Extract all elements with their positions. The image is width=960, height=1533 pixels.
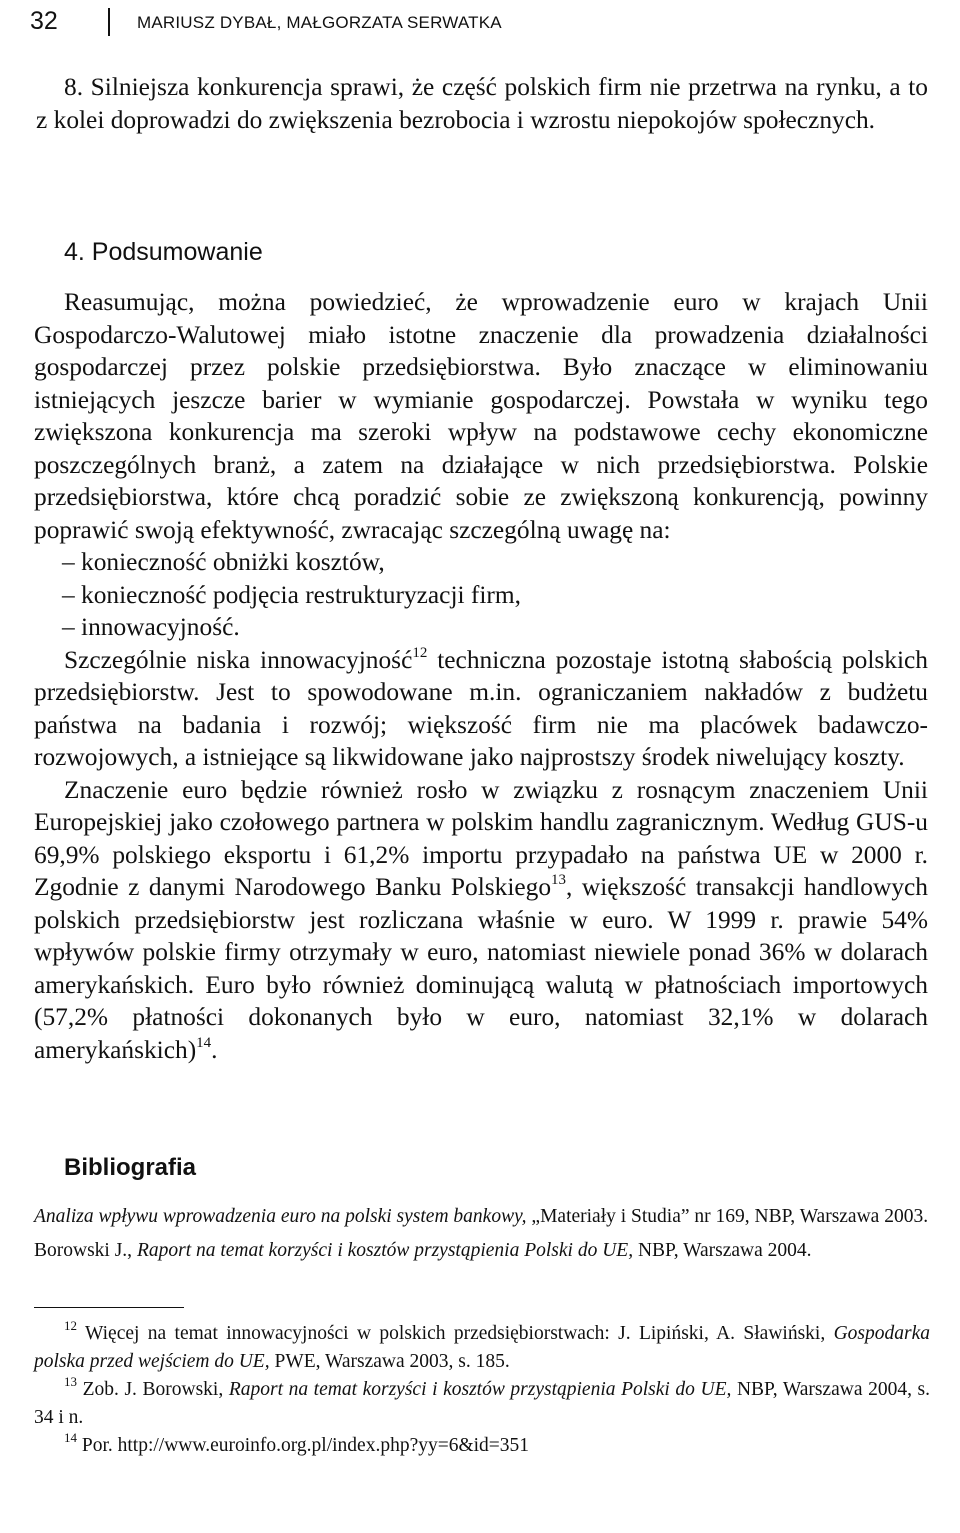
- text-run: .: [211, 1035, 218, 1064]
- bib-author: Borowski J.,: [34, 1240, 137, 1261]
- text-run: Zob. J. Borowski,: [77, 1379, 229, 1400]
- header-divider: [108, 8, 110, 36]
- section-heading: 4. Podsumowanie: [64, 238, 263, 266]
- footnote-14: [34, 1432, 930, 1460]
- running-head-authors: MARIUSZ DYBAŁ, MAŁGORZATA SERWATKA: [137, 13, 502, 32]
- bibliography-list: [34, 1203, 930, 1271]
- text-run: Szczególnie niska innowacyjność: [64, 645, 413, 674]
- footnote-title: Raport na temat korzyści i kosztów przystąpienia Polski do UE,: [228, 1379, 732, 1400]
- paragraph-innovation: [34, 644, 928, 774]
- page-number: 32: [30, 7, 58, 35]
- footnote-ref-14[interactable]: 14: [196, 1034, 212, 1051]
- bib-title: Analiza wpływu wprowadzenia euro na polski system bankowy,: [34, 1206, 527, 1227]
- text-run: PWE, Warszawa 2003, s. 185.: [269, 1351, 510, 1372]
- footnote-13: [34, 1376, 930, 1432]
- footnote-number: 14: [64, 1430, 77, 1445]
- footnote-url[interactable]: Por. http://www.euroinfo.org.pl/index.php?yy=6&id=351: [77, 1435, 530, 1456]
- list-item: – konieczność podjęcia restrukturyzacji firm,: [62, 580, 521, 609]
- footnote-12: [34, 1320, 930, 1376]
- footnote-ref-12[interactable]: 12: [412, 644, 428, 661]
- section-body: [34, 286, 928, 1066]
- footnote-number: 13: [64, 1374, 77, 1389]
- list-item: – konieczność obniżki kosztów,: [62, 548, 385, 576]
- footnotes: [34, 1320, 930, 1460]
- bib-title: Raport na temat korzyści i kosztów przystąpienia Polski do UE,: [136, 1240, 634, 1261]
- text-run: Więcej na temat innowacyjności w polskich przedsiębiorstwach: J. Lipiński, A. Sławiński,: [77, 1323, 834, 1344]
- text-run: Znaczenie euro będzie również rosło w związku z rosnącym znaczeniem Unii Europejskiej jako czołowego partnera w polskim handlu zagranicznym. Według GUS-u 69,9% polskiego eksportu i 61,2% importu przypadało na państwa UE w 2000 r. Zgodnie z danymi Narodowego Banku Polskiego: [34, 775, 928, 901]
- footnote-separator: [34, 1307, 184, 1308]
- bibliography-entry: [34, 1203, 930, 1231]
- text-run: NBP, Warszawa 2004, s. 34 i n.: [34, 1379, 930, 1428]
- text-run: techniczna pozostaje istotną słabością polskich przedsiębiorstw. Jest to spowodowane m.in. ograniczaniem nakładów z budżetu państwa na badania i rozwój; większość firm nie ma placówek badawczo-rozwojowych, a istniejące są likwidowane jako najprostszy środek niwelujący koszty.: [34, 645, 929, 771]
- paragraph-euro-trade: [34, 774, 928, 1067]
- text-run: , większość transakcji handlowych polskich przedsiębiorstw jest rozliczana właśnie w euro. W 1999 r. prawie 54% wpływów polskie firmy otrzymały w euro, natomiast niewiele ponad 36% w dolarach amerykańskich. Euro było również dominującą walutą w płatnościach importowych (57,2% płatności dokonanych było w euro, natomiast 32,1% w dolarach amerykańskich): [34, 873, 928, 1064]
- paragraph-summary: Reasumując, można powiedzieć, że wprowadzenie euro w krajach Unii Gospodarczo-Walutowej miało istotne znaczenie dla prowadzenia działalności gospodarczej przez polskie przedsiębiorstwa. Było znaczące w eliminowaniu istniejących jeszcze barier w wymianie gospodarczej. Powstała w wyniku tego zwiększona konkurencja ma szeroki wpływ na podstawowe cechy ekonomiczne poszczególnych branż, a zatem na działające w nich przedsiębiorstwa. Polskie przedsiębiorstwa, które chcą poradzić sobie ze zwiększoną konkurencją, powinny poprawić swoją efektywność, zwracając szczególną uwagę na:: [34, 288, 928, 544]
- bib-details: „Materiały i Studia” nr 169, NBP, Warszawa 2003.: [526, 1206, 929, 1227]
- bib-details: NBP, Warszawa 2004.: [633, 1240, 812, 1261]
- list-point-8: 8. Silniejsza konkurencja sprawi, że część polskich firm nie przetrwa na rynku, a to z kolei doprowadzi do zwiększenia bezrobocia i wzrostu niepokojów społecznych.: [36, 73, 928, 134]
- running-head: [30, 6, 930, 36]
- footnote-number: 12: [64, 1318, 77, 1333]
- bibliography-entry: [34, 1237, 930, 1265]
- footnote-title: Gospodarka polska przed wejściem do UE,: [34, 1323, 930, 1372]
- footnote-ref-13[interactable]: 13: [551, 872, 567, 888]
- bibliography-heading: Bibliografia: [64, 1154, 197, 1181]
- list-item: – innowacyjność.: [62, 613, 240, 641]
